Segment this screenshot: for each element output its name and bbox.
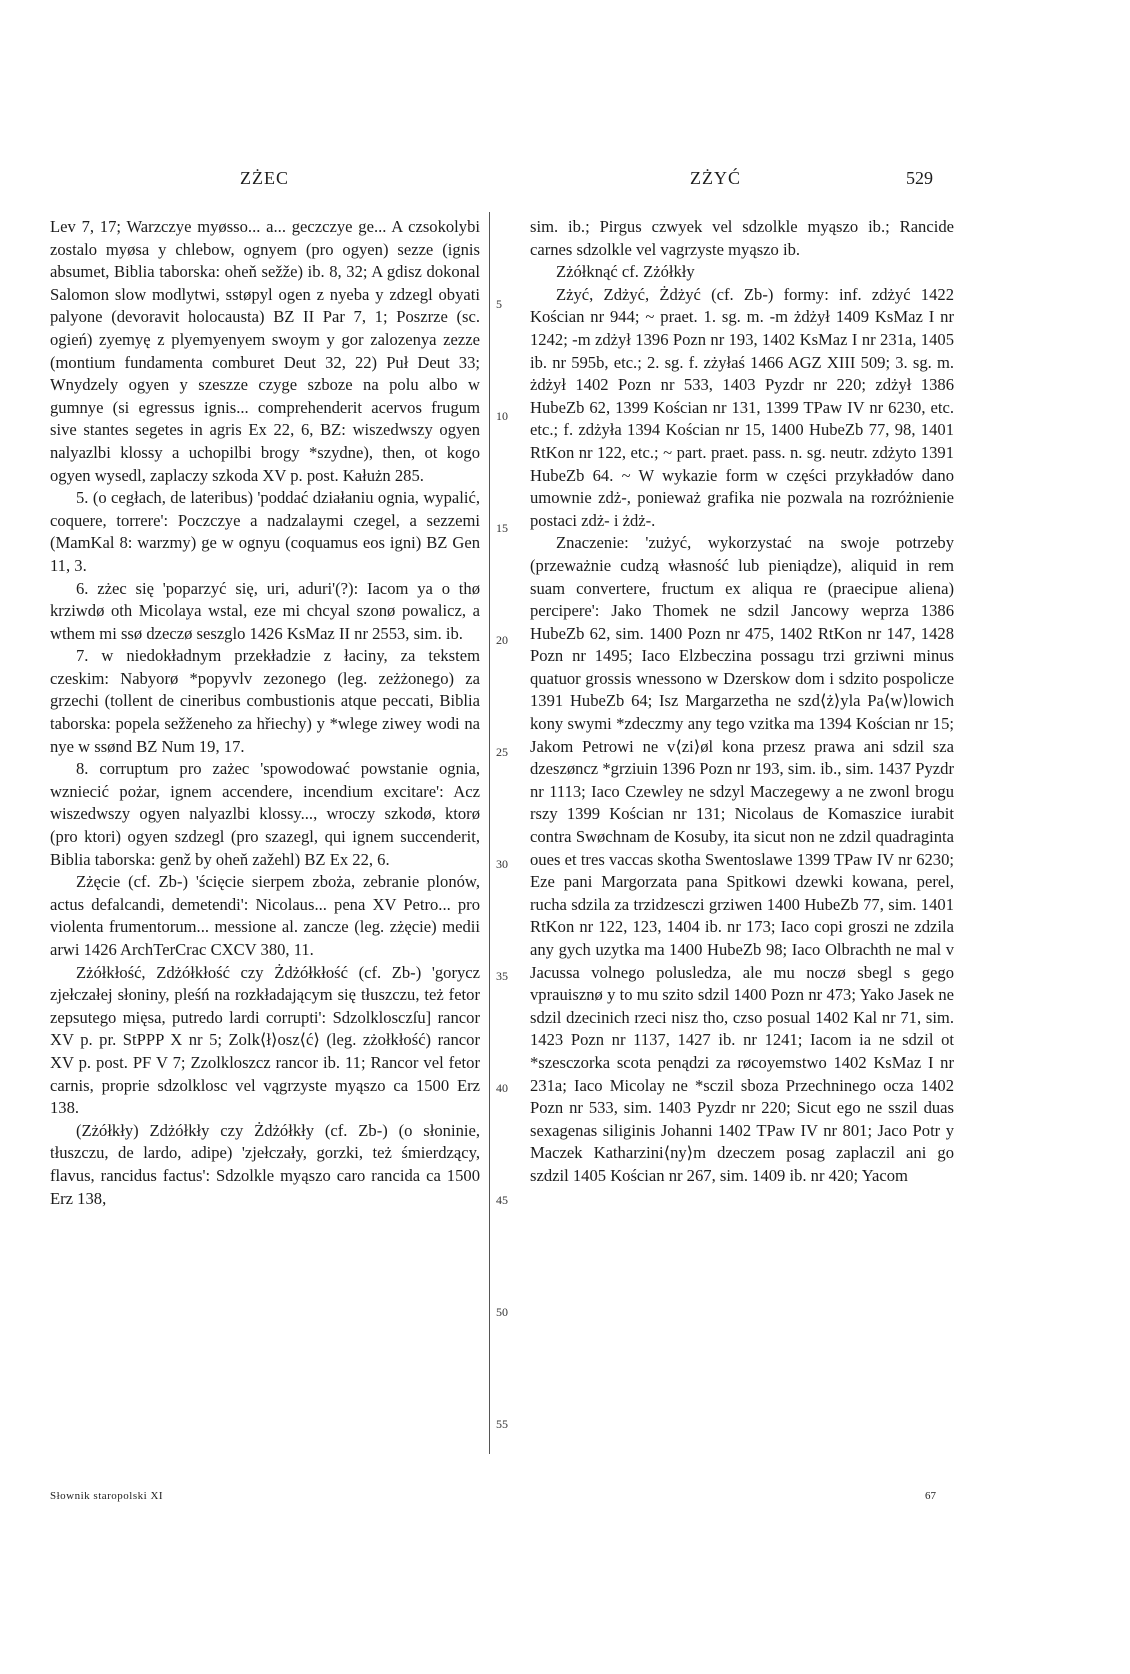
dictionary-entry: Zżółkłość, Zdżółkłość czy Żdżółkłość (cf. Zb-) 'gorycz zjełczałej słoniny, pleśń na rozkładającym się tłuszczu, też fetor zepsutego mięsa, putredo lardi corrupti': Sdzolklosczſu] rancor XV p. pr. StPPP X nr 5; Zolk⟨ł⟩osz⟨ć⟩ (leg. zżołkłość) rancor XV p. post. PF V 7; Zzolkloszcz rancor ib. 11; Rancor vel fetor carnis, proprie sdzolklosc vel vągrzyste myąszo ca 1500 Erz 138. bbox=[50, 962, 480, 1118]
paragraph: 7. w niedokładnym przekładzie z łaciny, za tekstem czeskim: Nabyorø *popyvlv zezonego (leg. zeżżonego) za grzechi (tollent de cineribus combustionis atque peccati, Biblia taborska: popela sežženeho za hřiechy) y *wlege ziwey wodi na nye w ssønd BZ Num 19, 17. bbox=[50, 646, 480, 756]
line-number: 30 bbox=[496, 857, 508, 871]
line-number: 10 bbox=[496, 409, 508, 423]
line-number: 5 bbox=[496, 297, 502, 311]
footer-title: Słownik staropolski XI bbox=[50, 1490, 164, 1502]
dictionary-entry: Zżęcie (cf. Zb-) 'ścięcie sierpem zboża, zebranie plonów, actus defalcandi, demetendi': Nicolaus... pena XV Petro... pro violenta frumentorum... messione al. zancze (leg. zżęcie) medii arwi 1426 ArchTerCrac CXCV 380, 11. bbox=[50, 872, 480, 959]
right-column bbox=[530, 216, 954, 1188]
dictionary-entry: (Zżółkły) Zdżółkły czy Żdżółkły (cf. Zb-) (o słoninie, tłuszczu, de lardo, adipe) 'zjełczały, gorzki, też śmierdzący, flavus, rancidus factus': Sdzolkle myąszo caro rancida ca 1500 Erz 138, bbox=[50, 1120, 480, 1208]
footer-signature: 67 bbox=[925, 1490, 936, 1502]
column-rule bbox=[489, 212, 490, 1454]
paragraph: 8. corruptum pro zażec 'spowodować powstanie ognia, wzniecić pożar, ignem accendere, incendium excitare': Acz wiszedwszy ogyen nalyazlbi klossy..., wroczy szkodø, ktorø (pro ktori) ogyen szdzegl (pro szazegl, qui ignem succenderit, Biblia taborska: genž by oheň zažehl) BZ Ex 22, 6. bbox=[50, 759, 480, 869]
left-column bbox=[50, 216, 480, 1210]
line-number: 45 bbox=[496, 1193, 508, 1207]
paragraph: sim. ib.; Pirgus czwyek vel sdzolkle myąszo ib.; Rancide carnes sdzolkle vel vagrzyste myąszo ib. bbox=[530, 217, 954, 259]
paragraph: Lev 7, 17; Warzczye myøsso... a... geczczye ge... A czsokolybi zostalo myøsa y chlebow, ognyem (pro ogyen) sezze (ignis absumet, Biblia taborska: oheň sežže) ib. 8, 32; A gdisz dokonal Salomon slow modlytwi, sstøpyl ogen z nyeba y zdzegl obyati palyone (devoravit holocausta) BZ II Par 7, 1; Poszrze (sc. ogień) zyemyę z plyemyenyem swoym y gor zalozenya zezze (montium fundamenta comburet Deut 32, 22) Puł Deut 33; Wnydzely ogyen y szeszze czyge szboze na polu albo w gumnye (si egressus ignis... comprehenderit acervos frugum sive stantes segetes in agris Ex 22, 6, BZ: wiszedwszy ogyen nalyazlbi klossy a uchopilbi brogy *szydne), then, ot kogo ogyen wysedl, zaplaczy szkoda XV p. post. Kałużn 285. bbox=[50, 217, 480, 485]
running-head-left: ZŻEC bbox=[240, 168, 289, 188]
line-number: 20 bbox=[496, 633, 508, 647]
line-number: 40 bbox=[496, 1081, 508, 1095]
line-number: 25 bbox=[496, 745, 508, 759]
line-number: 35 bbox=[496, 969, 508, 983]
cross-reference: Zżółknąć cf. Zżółkły bbox=[556, 262, 695, 282]
line-number: 50 bbox=[496, 1305, 508, 1319]
page-number: 529 bbox=[906, 168, 933, 188]
line-number: 15 bbox=[496, 521, 508, 535]
paragraph: Znaczenie: 'zużyć, wykorzystać na swoje potrzeby (przeważnie cudzą własność lub pieniądze), aliquid in rem suam convertere, fructum ex aliqua re (praecipue aliena) percipere': Jako Thomek ne sdzil Jancowy weprza 1386 HubeZb 62, sim. 1400 Pozn nr 475, 1402 RtKon nr 147, 1428 Pozn nr 1495; Iaco Elzbeczina possagu trzi grziwni minus quatuor grossis wnessono w Dzerskow dom i sdzito pospolicze 1391 HubeZb 64; Isz Margarzetha ne szd⟨ż⟩yla Pa⟨w⟩lowich kony swymi *zdeczmy any tego vzitka ma 1394 Kościan nr 15; Jakom Petrowi ne v⟨zi⟩øl kona przesz prawa ani sdzil sza dzeszøncz *grziuin 1396 Pozn nr 193, sim. ib., sim. 1437 Pyzdr nr 1113; Iaco Czewley ne sdzyl Maczegewy a ne zwonl brogu rszy 1399 Kościan nr 131; Nicolaus de Komaszice iurabit contra Swøchnam de Kosuby, ita sicut non ne zdzil quadraginta oues et tres vaccas skotha Swentoslawe 1399 TPaw IV nr 6230; Eze pani Margorzata pana Spitkowi dzewki kowana, perel, rucha sdzila za trzidzesczi grziwen 1400 HubeZb 77, sim. 1401 RtKon nr 122, 123, 1404 ib. nr 173; Iaco copi groszi ne zdzila any gych uzytka ma 1400 HubeZb 98; Iaco Olbrachth ne mal v Jacussa volnego polusledza, ale mu noczø sbegl s gego vprauisznø y to mu szito sdzil 1400 Pozn nr 473; Yako Jasek ne sdzil dzecinich rzeci nisz tho, czso posual 1402 Kal nr 71, sim. 1423 Pozn nr 1137, 1427 ib. nr 1241; Iacom ia ne sdzil ot *szesczorka scota penądzi za røcoyemstwo 1402 KsMaz I nr 231a; Iaco Micolay ne *sczil sboza Przechninego ocza 1402 Pozn nr 533, sim. 1403 Pyzdr nr 220; Sicut ego ne sszil duas sexagenas siliginis Johanni 1402 TPaw IV nr 801; Jaco Potr y Maczek Katharzini⟨ny⟩m dzeczem posag zaplaczil ani go szdzil 1405 Kościan nr 267, sim. 1409 ib. nr 420; Yacom bbox=[530, 533, 954, 1185]
paragraph: 6. zżec się 'poparzyć się, uri, aduri'(?): Iacom ya o thø krziwdø oth Micolaya wstal, eze mi chcyal szonø powalicz, a wthem mi ssø dzeczø seszglo 1426 KsMaz II nr 2553, sim. ib. bbox=[50, 578, 480, 643]
dictionary-entry: Zżyć, Zdżyć, Żdżyć (cf. Zb-) formy: inf. zdżyć 1422 Kościan nr 944; ~ praet. 1. sg. m. -m żdżył 1409 KsMaz I nr 1242; -m zdżył 1396 Pozn nr 193, 1402 KsMaz I nr 231a, 1405 ib. nr 595b, etc.; 2. sg. f. zżyłaś 1466 AGZ XIII 509; 3. sg. m. żdżył 1402 Pozn nr 533, 1403 Pyzdr nr 220; zdżył 1386 HubeZb 62, 1399 Kościan nr 131, 1399 TPaw IV nr 6230, etc. etc.; f. zdżyła 1394 Kościan nr 15, 1400 HubeZb 77, 98, 1401 RtKon nr 122, etc.; ~ part. praet. pass. n. sg. neutr. zdżyto 1391 HubeZb 64. ~ W wykazie form w części przykładów dano umownie zdż-, ponieważ grafika nie pozwala na rozróżnienie postaci zdż- i żdż-. bbox=[530, 284, 954, 530]
line-number: 55 bbox=[496, 1417, 508, 1431]
running-head-right: ZŻYĆ bbox=[690, 168, 741, 188]
paragraph: 5. (o cegłach, de lateribus) 'poddać działaniu ognia, wypalić, coquere, torrere': Poczczye a nadzalaymi czegel, a sezzemi (MamKal 8: warzmy) ge w ognyu (coquamus eos igni) BZ Gen 11, 3. bbox=[50, 488, 480, 575]
